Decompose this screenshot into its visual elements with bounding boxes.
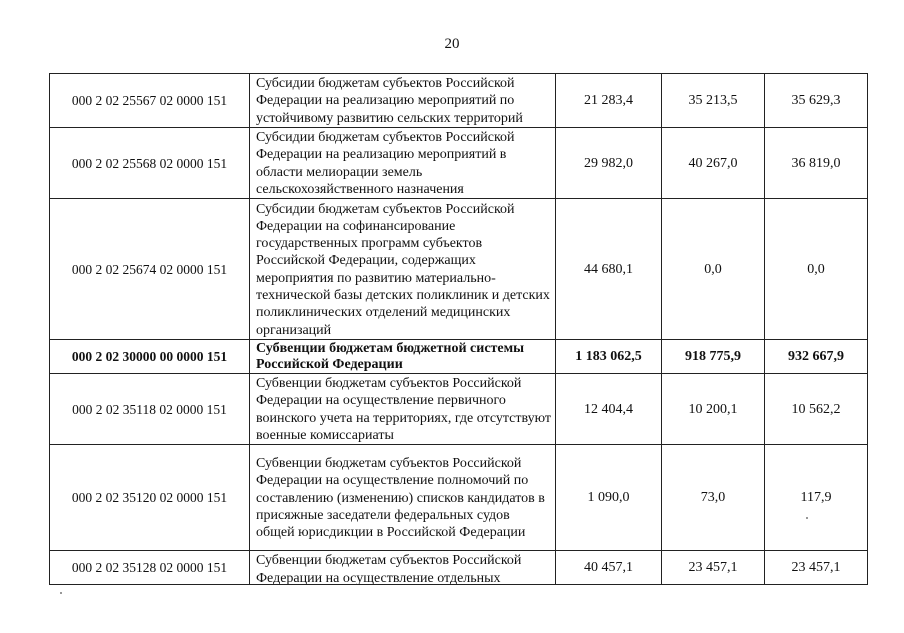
amount-year-3: 0,0 (765, 199, 868, 340)
revenue-name-text: Субвенции бюджетам субъектов Российской Федерации на осуществление отдельных (256, 553, 522, 585)
revenue-name: Субвенции бюджетам субъектов Российской Федерации на осуществление полномочий по составлению (изменению) списков кандидатов в присяжные заседатели федеральных судов общей юрисдикции в Российской Федерации (250, 445, 556, 551)
budget-code: 000 2 02 35118 02 0000 151 (50, 374, 250, 445)
revenue-name: Субвенции бюджетам субъектов Российской Федерации на осуществление первичного воинского учета на территориях, где отсутствуют военные комиссариаты (250, 374, 556, 445)
amount-year-3: 35 629,3 (765, 74, 868, 128)
revenue-name: Субвенции бюджетам бюджетной системы Российской Федерации (250, 340, 556, 374)
budget-code: 000 2 02 25674 02 0000 151 (50, 199, 250, 340)
amount-year-3: 10 562,2 (765, 374, 868, 445)
budget-code: 000 2 02 30000 00 0000 151 (50, 340, 250, 374)
table-row (50, 74, 868, 128)
amount-year-2: 0,0 (662, 199, 765, 340)
budget-revenue-table (49, 73, 868, 585)
amount-year-3: 117,9 (765, 445, 868, 551)
amount-year-2: 23 457,1 (662, 551, 765, 585)
scan-speck (806, 517, 808, 519)
amount-year-1: 21 283,4 (556, 74, 662, 128)
budget-code: 000 2 02 25567 02 0000 151 (50, 74, 250, 128)
scan-speck (60, 592, 62, 594)
budget-code: 000 2 02 25568 02 0000 151 (50, 128, 250, 199)
amount-year-2: 918 775,9 (662, 340, 765, 374)
amount-year-2: 35 213,5 (662, 74, 765, 128)
amount-year-2: 40 267,0 (662, 128, 765, 199)
amount-year-3: 36 819,0 (765, 128, 868, 199)
revenue-name: Субсидии бюджетам субъектов Российской Федерации на реализацию мероприятий по устойчивому развитию сельских территорий (250, 74, 556, 128)
table-row (50, 374, 868, 445)
table-row (50, 551, 868, 585)
amount-year-1: 1 090,0 (556, 445, 662, 551)
table-row (50, 445, 868, 551)
budget-code: 000 2 02 35120 02 0000 151 (50, 445, 250, 551)
table-row (50, 199, 868, 340)
amount-year-1: 40 457,1 (556, 551, 662, 585)
amount-year-2: 10 200,1 (662, 374, 765, 445)
revenue-name: Субсидии бюджетам субъектов Российской Федерации на реализацию мероприятий в области мелиорации земель сельскохозяйственного назначения (250, 128, 556, 199)
revenue-name: Субсидии бюджетам субъектов Российской Федерации на софинансирование государственных программ субъектов Российской Федерации, содержащих мероприятия по развитию материально-технической базы детских поликлиник и детских поликлинических отделений медицинских организаций (250, 199, 556, 340)
amount-year-3: 932 667,9 (765, 340, 868, 374)
amount-year-1: 29 982,0 (556, 128, 662, 199)
amount-year-1: 12 404,4 (556, 374, 662, 445)
table-row (50, 128, 868, 199)
amount-year-1: 1 183 062,5 (556, 340, 662, 374)
table-row-subtotal (50, 340, 868, 374)
budget-code: 000 2 02 35128 02 0000 151 (50, 551, 250, 585)
revenue-name (250, 551, 556, 585)
amount-year-1: 44 680,1 (556, 199, 662, 340)
amount-year-2: 73,0 (662, 445, 765, 551)
page-number: 20 (444, 36, 460, 52)
amount-year-3: 23 457,1 (765, 551, 868, 585)
